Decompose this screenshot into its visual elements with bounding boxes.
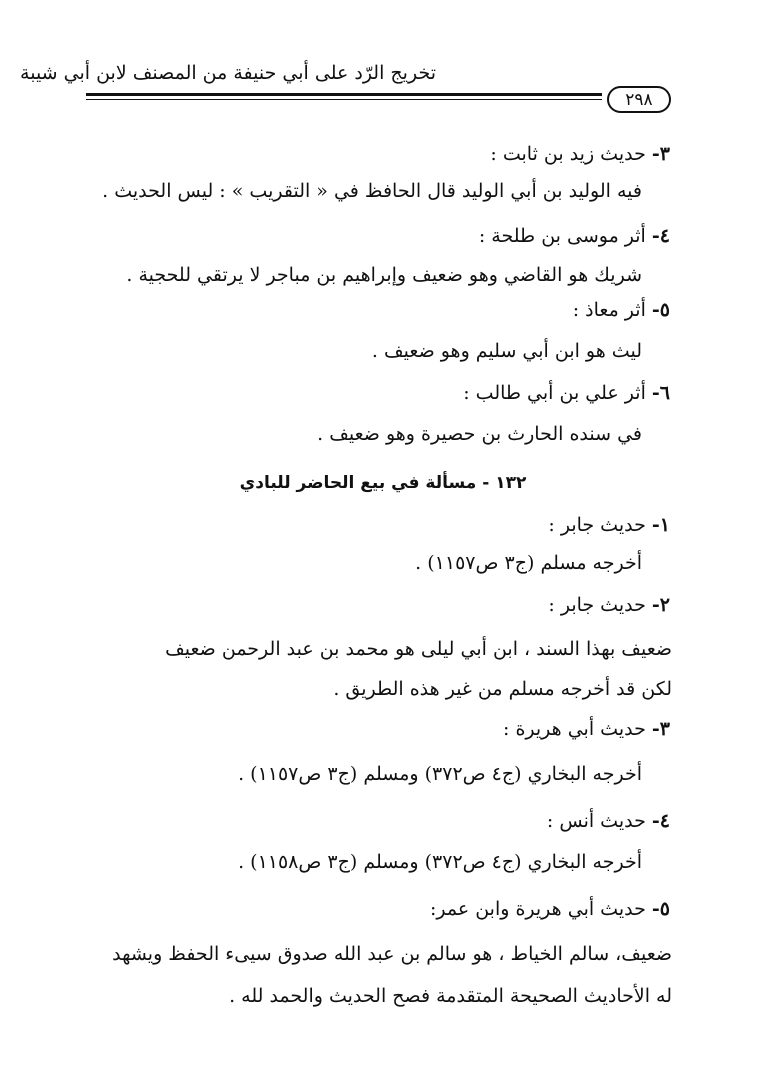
item-number: ٤- (651, 225, 670, 247)
item-body (333, 680, 672, 699)
page-number: ٢٩٨ (607, 86, 671, 113)
item-text: أثر معاذ : (572, 299, 646, 321)
item-text: ضعيف بهذا السند ، ابن أبي ليلى هو محمد بن عبد الرحمن ضعيف (165, 638, 672, 660)
item-text: شريك هو القاضي وهو ضعيف وإبراهيم بن مباجر لا يرتقي للحجية . (126, 264, 642, 286)
item-body (229, 987, 672, 1006)
item-body (415, 554, 642, 573)
item-text: في سنده الحارث بن حصيرة وهو ضعيف . (317, 423, 642, 445)
item-text: حديث جابر : (548, 594, 646, 616)
item-heading (573, 301, 670, 320)
item-heading (463, 384, 670, 403)
item-number: ٢- (651, 594, 670, 616)
item-text: أخرجه البخاري (ج٤ ص٣٧٢) ومسلم (ج٣ ص١١٥٨) . (238, 851, 642, 873)
item-number: ٥- (651, 299, 670, 321)
header-rule-thin (86, 99, 602, 100)
item-body (165, 640, 672, 659)
item-body (112, 945, 672, 964)
item-body (238, 853, 642, 872)
item-body (126, 266, 642, 285)
item-text: حديث زيد بن ثابت : (490, 143, 646, 165)
item-text: أخرجه البخاري (ج٤ ص٣٧٢) ومسلم (ج٣ ص١١٥٧) . (238, 763, 642, 785)
item-body (317, 425, 642, 444)
item-text: ضعيف، سالم الخياط ، هو سالم بن عبد الله صدوق سيىء الحفظ ويشهد (112, 943, 672, 965)
running-title: تخريج الرّد على أبي حنيفة من المصنف لابن أبي شيبة (20, 62, 436, 84)
item-text: له الأحاديث الصحيحة المتقدمة فصح الحديث والحمد لله . (229, 985, 672, 1007)
item-heading (503, 720, 670, 739)
item-text: حديث أبي هريرة وابن عمر: (429, 898, 646, 920)
item-number: ٤- (651, 810, 670, 832)
item-text: حديث جابر : (548, 514, 646, 536)
item-text: حديث أبي هريرة : (503, 718, 646, 740)
item-body (372, 342, 642, 361)
item-body (102, 182, 642, 201)
item-heading (548, 516, 670, 535)
item-text: أثر موسى بن طلحة : (478, 225, 646, 247)
item-text: ليث هو ابن أبي سليم وهو ضعيف . (371, 340, 642, 362)
item-heading (490, 145, 670, 164)
item-heading (547, 812, 670, 831)
section-title: ١٣٢ - مسألة في بيع الحاضر للبادي (239, 473, 527, 493)
item-heading (430, 900, 670, 919)
item-number: ٣- (651, 718, 670, 740)
item-text: لكن قد أخرجه مسلم من غير هذه الطريق . (333, 678, 672, 700)
item-text: حديث أنس : (546, 810, 646, 832)
header-rule-thick (86, 93, 602, 96)
item-heading (548, 596, 670, 615)
item-number: ١- (651, 514, 670, 536)
item-text: أخرجه مسلم (ج٣ ص١١٥٧) . (415, 552, 642, 574)
item-number: ٣- (651, 143, 670, 165)
item-body (238, 765, 642, 784)
item-number: ٦- (651, 382, 670, 404)
item-text: فيه الوليد بن أبي الوليد قال الحافظ في « التقريب » : ليس الحديث . (102, 180, 642, 202)
item-number: ٥- (651, 898, 670, 920)
item-text: أثر علي بن أبي طالب : (463, 382, 646, 404)
item-heading (479, 227, 670, 246)
